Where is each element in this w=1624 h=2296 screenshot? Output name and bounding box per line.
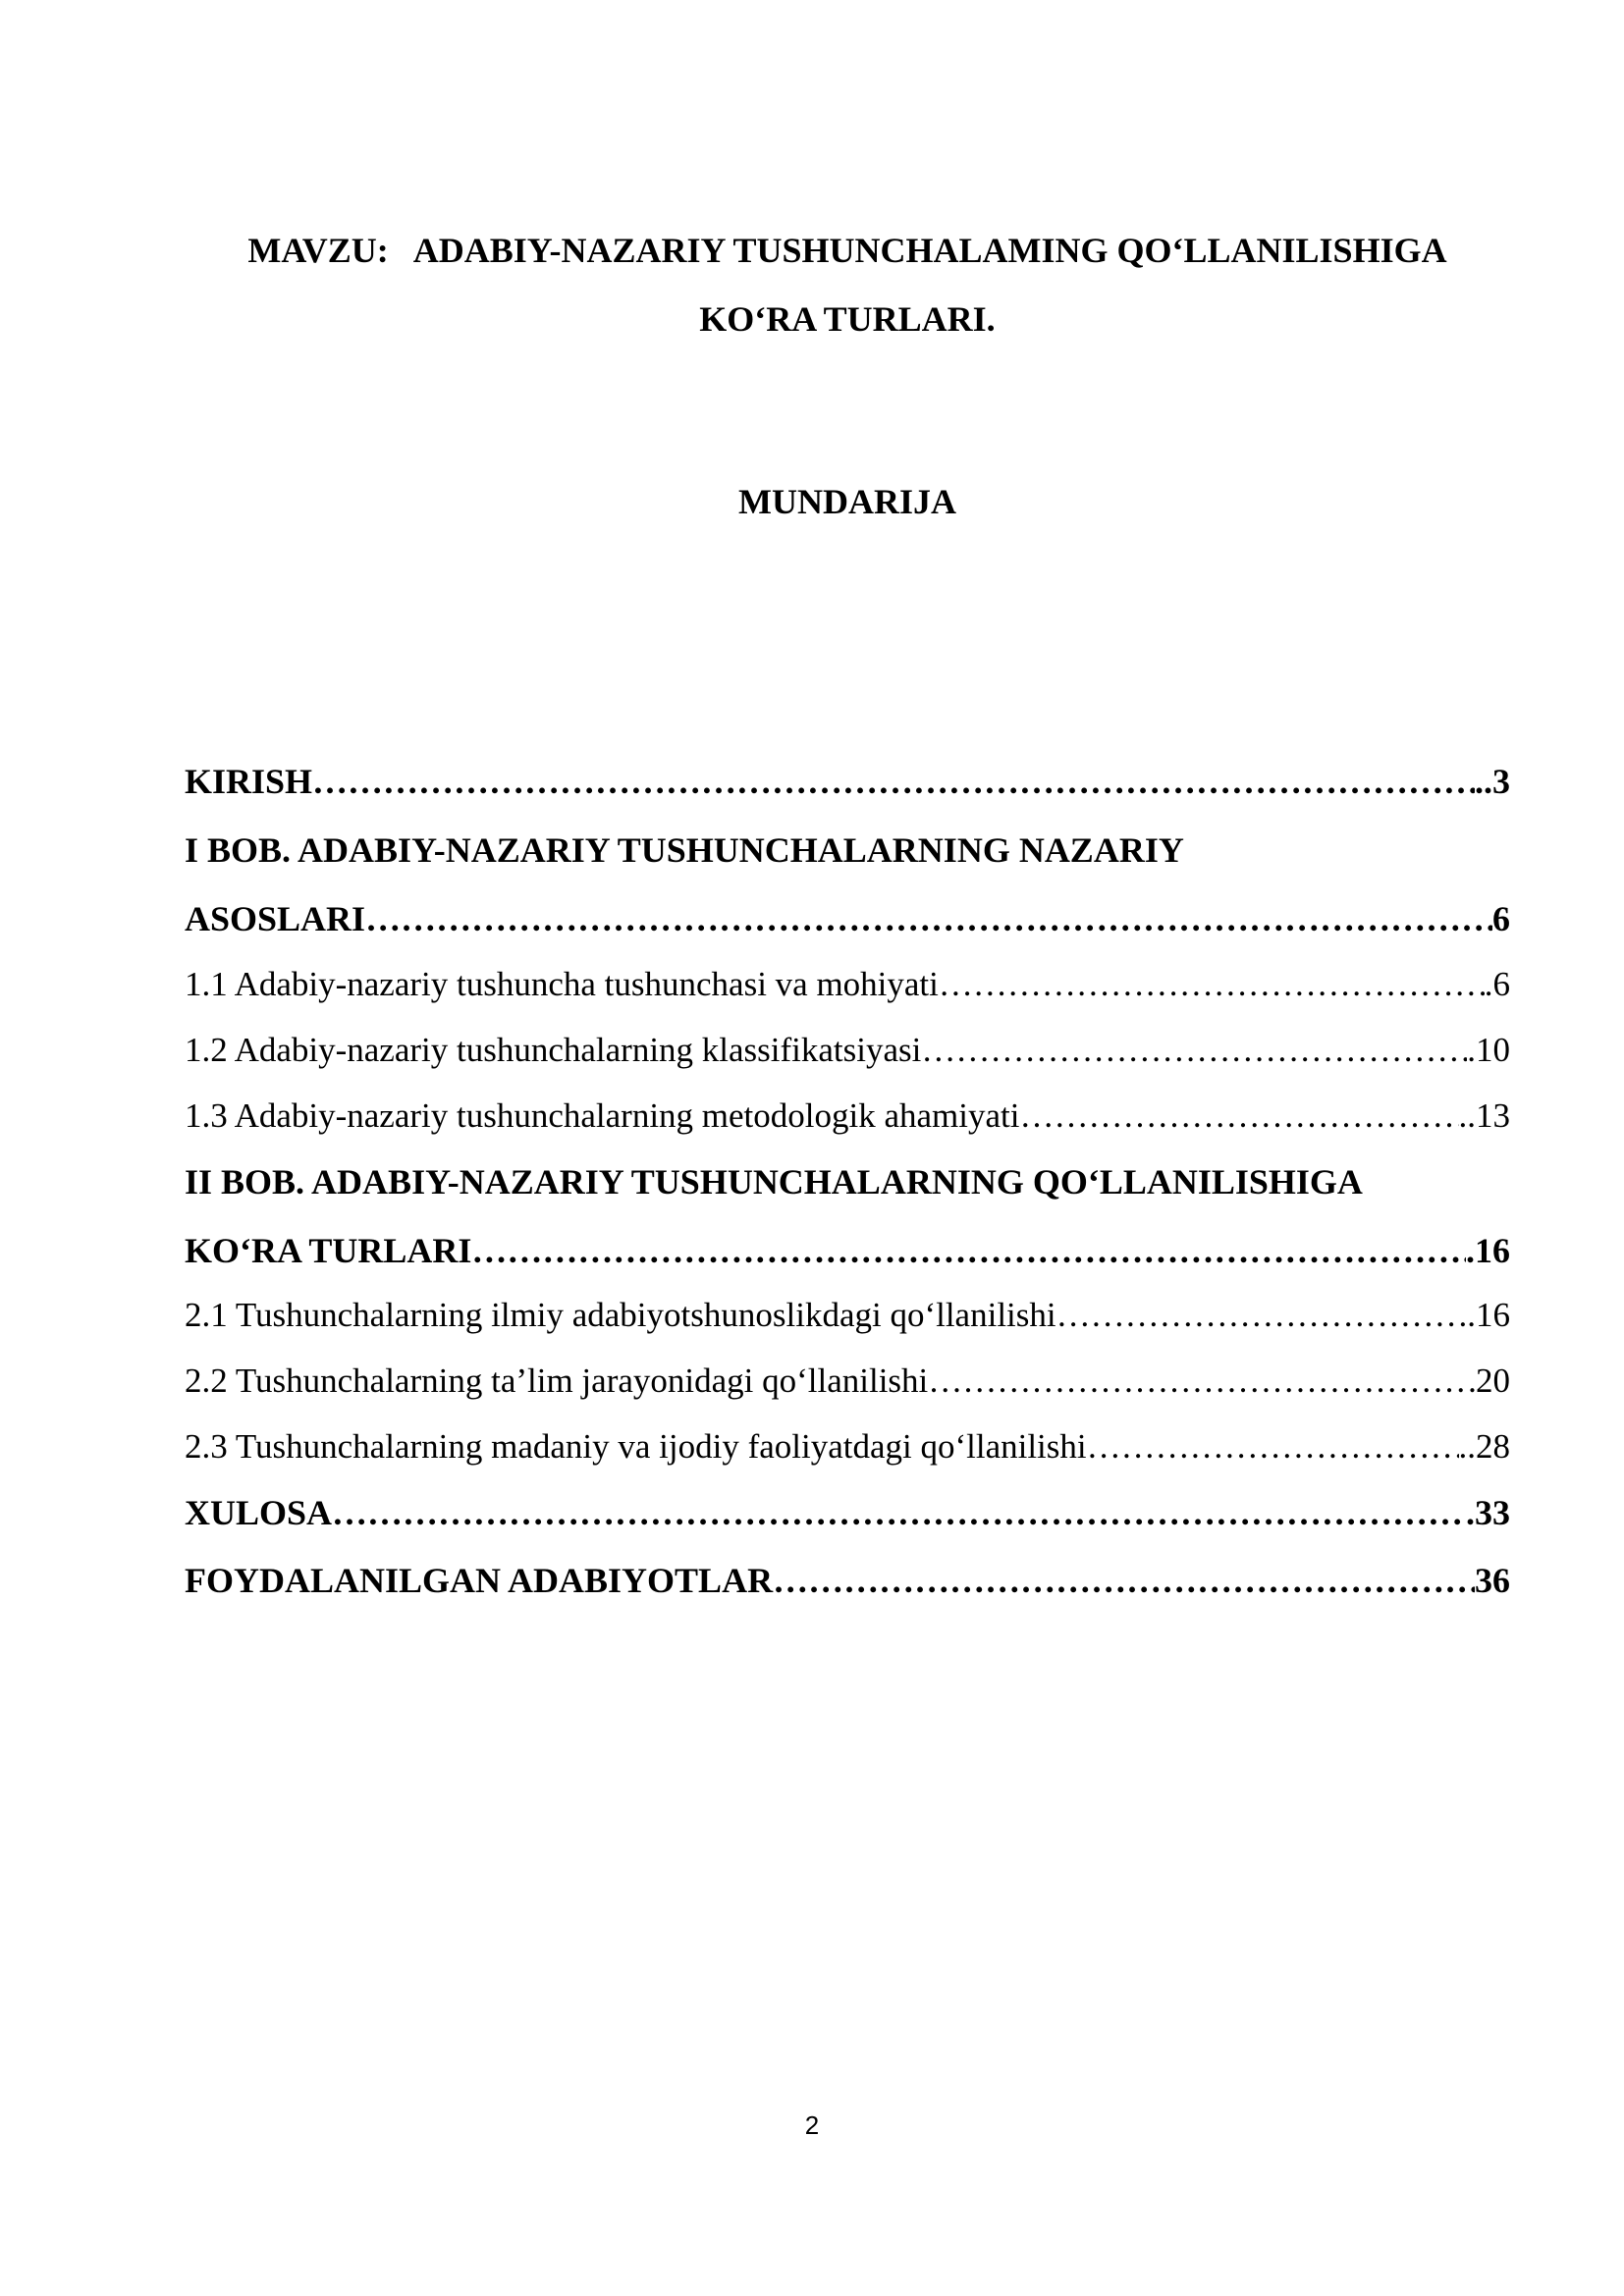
toc-leader-dots (1056, 1296, 1459, 1335)
toc-entry-label: 1.2 Adabiy-nazariy tushunchalarning klassifikatsiyasi (185, 1031, 922, 1069)
toc-leader-tail: . (1467, 1031, 1476, 1069)
toc-entry-2-2[interactable] (185, 1362, 1510, 1416)
page-number: 2 (804, 2110, 820, 2140)
toc-entry-chapter-1-cont[interactable] (185, 898, 1510, 953)
toc-leader-dots (1019, 1096, 1458, 1136)
toc-leader-dots (928, 1362, 1476, 1401)
toc-entry-2-1[interactable] (185, 1296, 1510, 1351)
toc-entry-page: 6 (1492, 965, 1510, 1003)
toc-entry-page: 6 (1492, 899, 1510, 938)
toc-entry-page: 3 (1492, 762, 1510, 801)
toc-leader-dots (332, 1492, 1466, 1533)
toc-entry-label: 2.2 Tushunchalarning ta’lim jarayonidagi qo‘llanilishi (185, 1362, 929, 1400)
toc-entry-label: ASOSLARI (185, 899, 366, 938)
toc-entry-1-1[interactable] (185, 965, 1510, 1020)
toc-leader-tail: .. (1458, 1427, 1476, 1466)
toc-entry-page: 36 (1475, 1561, 1510, 1600)
toc-leader-dots (939, 965, 1485, 1004)
toc-entry-label: II BOB. ADABIY-NAZARIY TUSHUNCHALARNING QO‘LLANILISHIGA (185, 1162, 1363, 1201)
toc-leader-tail: . (1466, 1231, 1475, 1270)
toc-leader-dots (312, 761, 1475, 802)
title-line-1: MAVZU: ADABIY-NAZARIY TUSHUNCHALAMING QO‘LLANILISHIGA (247, 231, 1447, 270)
toc-entry-1-2[interactable] (185, 1031, 1510, 1086)
toc-entry-1-3[interactable] (185, 1096, 1510, 1151)
toc-entry-label: I BOB. ADABIY-NAZARIY TUSHUNCHALARNING NAZARIY (185, 830, 1184, 870)
toc-entry-chapter-2[interactable] (185, 1161, 1510, 1216)
toc-entry-label: 1.3 Adabiy-nazariy tushunchalarning metodologik ahamiyati (185, 1096, 1020, 1135)
toc-leader-tail: .. (1475, 762, 1492, 801)
toc-entry-label: 2.3 Tushunchalarning madaniy va ijodiy faoliyatdagi qo‘llanilishi (185, 1427, 1087, 1466)
document-title (185, 216, 1510, 353)
toc-entry-page: 13 (1476, 1096, 1510, 1135)
toc-entry-label: KIRISH (185, 762, 313, 801)
toc-entry-page: 16 (1476, 1296, 1510, 1334)
toc-leader-dots (471, 1230, 1466, 1271)
toc-leader-tail: . (1484, 965, 1493, 1003)
toc-leader-dots (921, 1031, 1467, 1070)
title-line-2: KO‘RA TURLARI. (699, 299, 996, 339)
toc-entry-page: 28 (1476, 1427, 1510, 1466)
toc-entry-chapter-1[interactable] (185, 829, 1510, 884)
toc-leader-dots (1087, 1427, 1459, 1467)
toc-leader-tail: .. (1458, 1096, 1476, 1135)
toc-entry-2-3[interactable] (185, 1427, 1510, 1482)
toc-entry-label: KO‘RA TURLARI (185, 1231, 472, 1270)
toc-entry-chapter-2-cont[interactable] (185, 1230, 1510, 1285)
toc-entry-page: 20 (1476, 1362, 1510, 1400)
toc-leader-tail: . (1466, 1493, 1475, 1532)
toc-entry-references[interactable] (185, 1560, 1510, 1615)
toc-entry-xulosa[interactable] (185, 1492, 1510, 1547)
toc-entry-label: FOYDALANILGAN ADABIYOTLAR (185, 1561, 774, 1600)
toc-leader-tail: .. (1458, 1296, 1476, 1334)
toc-entry-page: 10 (1476, 1031, 1510, 1069)
toc-entry-label: 2.1 Tushunchalarning ilmiy adabiyotshunoslikdagi qo‘llanilishi (185, 1296, 1056, 1334)
toc-entry-label: XULOSA (185, 1493, 333, 1532)
toc-leader-dots (773, 1560, 1475, 1601)
toc-entry-page: 33 (1475, 1493, 1510, 1532)
toc-entry-kirish[interactable] (185, 761, 1510, 816)
toc-entry-page: 16 (1475, 1231, 1510, 1270)
toc-heading: MUNDARIJA (738, 482, 956, 521)
toc-leader-dots (365, 898, 1492, 939)
toc-entry-label: 1.1 Adabiy-nazariy tushuncha tushunchasi va mohiyati (185, 965, 939, 1003)
